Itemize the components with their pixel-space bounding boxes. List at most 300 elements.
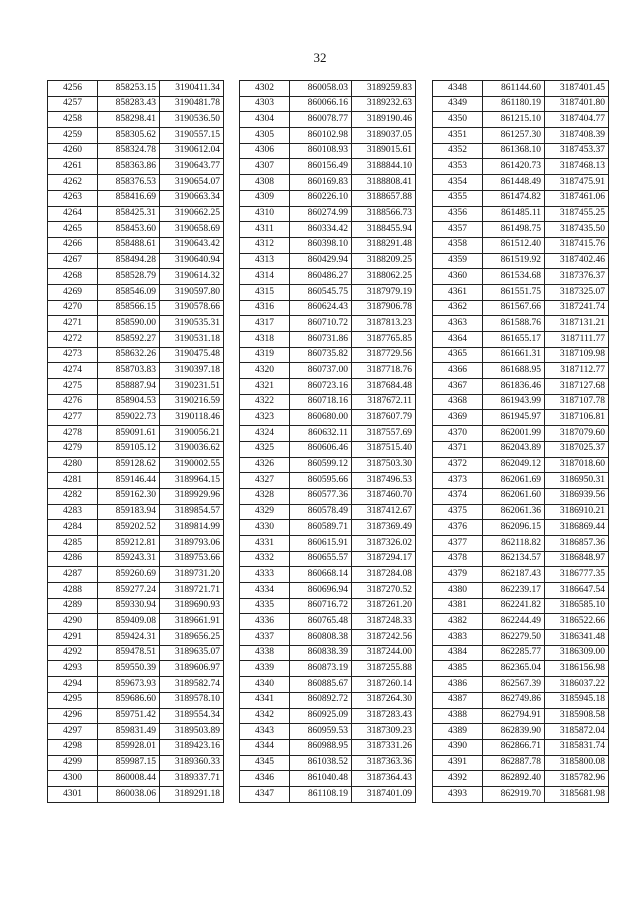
x-coordinate-cell: 860632.11 <box>290 426 352 442</box>
x-coordinate-cell: 859424.31 <box>98 630 160 646</box>
x-coordinate-cell: 860808.38 <box>290 630 352 646</box>
x-coordinate-cell: 860066.16 <box>290 96 352 112</box>
table-row <box>240 504 416 520</box>
y-coordinate-cell: 3187376.37 <box>545 269 609 285</box>
y-coordinate-cell: 3187331.26 <box>352 739 416 755</box>
point-number-cell: 4340 <box>240 677 290 693</box>
point-number-cell: 4294 <box>48 677 98 693</box>
table-row <box>48 128 224 144</box>
x-coordinate-cell: 862241.82 <box>483 598 545 614</box>
x-coordinate-cell: 862866.71 <box>483 739 545 755</box>
point-number-cell: 4296 <box>48 708 98 724</box>
point-number-cell: 4383 <box>433 630 483 646</box>
point-number-cell: 4358 <box>433 237 483 253</box>
point-number-cell: 4307 <box>240 159 290 175</box>
point-number-cell: 4378 <box>433 551 483 567</box>
table-row <box>240 332 416 348</box>
point-number-cell: 4282 <box>48 488 98 504</box>
x-coordinate-cell: 862001.99 <box>483 426 545 442</box>
x-coordinate-cell: 862061.36 <box>483 504 545 520</box>
x-coordinate-cell: 862285.77 <box>483 645 545 661</box>
table-row <box>240 81 416 97</box>
table-row <box>48 347 224 363</box>
table-row <box>48 426 224 442</box>
table-row <box>240 535 416 551</box>
table-row <box>433 520 609 536</box>
y-coordinate-cell: 3188657.88 <box>352 190 416 206</box>
point-number-cell: 4266 <box>48 237 98 253</box>
y-coordinate-cell: 3190614.32 <box>160 269 224 285</box>
y-coordinate-cell: 3187261.20 <box>352 598 416 614</box>
x-coordinate-cell: 860589.71 <box>290 520 352 536</box>
point-number-cell: 4355 <box>433 190 483 206</box>
x-coordinate-cell: 861144.60 <box>483 81 545 97</box>
x-coordinate-cell: 858494.28 <box>98 253 160 269</box>
table-row <box>433 128 609 144</box>
point-number-cell: 4308 <box>240 175 290 191</box>
x-coordinate-cell: 860038.06 <box>98 786 160 802</box>
x-coordinate-cell: 860545.75 <box>290 284 352 300</box>
table-row <box>433 284 609 300</box>
point-number-cell: 4265 <box>48 222 98 238</box>
x-coordinate-cell: 858305.62 <box>98 128 160 144</box>
table-row <box>240 347 416 363</box>
table-row <box>48 222 224 238</box>
table-row <box>240 410 416 426</box>
point-number-cell: 4330 <box>240 520 290 536</box>
x-coordinate-cell: 860735.82 <box>290 347 352 363</box>
x-coordinate-cell: 861368.10 <box>483 143 545 159</box>
x-coordinate-cell: 858416.69 <box>98 190 160 206</box>
x-coordinate-cell: 859686.60 <box>98 692 160 708</box>
table-row <box>240 488 416 504</box>
table-row <box>240 645 416 661</box>
x-coordinate-cell: 860008.44 <box>98 771 160 787</box>
table-row <box>433 426 609 442</box>
table-row <box>48 269 224 285</box>
point-number-cell: 4364 <box>433 332 483 348</box>
x-coordinate-cell: 862187.43 <box>483 567 545 583</box>
table-row <box>48 159 224 175</box>
y-coordinate-cell: 3187264.30 <box>352 692 416 708</box>
table-row <box>433 457 609 473</box>
table-row <box>48 535 224 551</box>
table-row <box>240 300 416 316</box>
x-coordinate-cell: 859550.39 <box>98 661 160 677</box>
table-row <box>433 410 609 426</box>
x-coordinate-cell: 860578.49 <box>290 504 352 520</box>
point-number-cell: 4332 <box>240 551 290 567</box>
y-coordinate-cell: 3187684.48 <box>352 379 416 395</box>
x-coordinate-cell: 861588.76 <box>483 316 545 332</box>
point-number-cell: 4277 <box>48 410 98 426</box>
y-coordinate-cell: 3187369.49 <box>352 520 416 536</box>
y-coordinate-cell: 3189015.61 <box>352 143 416 159</box>
table-row <box>433 504 609 520</box>
point-number-cell: 4391 <box>433 755 483 771</box>
table-row <box>240 677 416 693</box>
table-row <box>240 457 416 473</box>
y-coordinate-cell: 3189291.18 <box>160 786 224 802</box>
y-coordinate-cell: 3187475.91 <box>545 175 609 191</box>
point-number-cell: 4320 <box>240 363 290 379</box>
table-row <box>433 363 609 379</box>
y-coordinate-cell: 3189731.20 <box>160 567 224 583</box>
x-coordinate-cell: 858592.27 <box>98 332 160 348</box>
table-row <box>433 175 609 191</box>
table-row <box>433 598 609 614</box>
table-row <box>48 645 224 661</box>
y-coordinate-cell: 3189503.89 <box>160 724 224 740</box>
table-row <box>240 441 416 457</box>
point-number-cell: 4304 <box>240 112 290 128</box>
x-coordinate-cell: 860737.00 <box>290 363 352 379</box>
table-row <box>433 237 609 253</box>
point-number-cell: 4331 <box>240 535 290 551</box>
point-number-cell: 4329 <box>240 504 290 520</box>
table-row <box>433 708 609 724</box>
y-coordinate-cell: 3190036.62 <box>160 441 224 457</box>
y-coordinate-cell: 3186869.44 <box>545 520 609 536</box>
point-number-cell: 4305 <box>240 128 290 144</box>
table-row <box>433 394 609 410</box>
x-coordinate-cell: 861836.46 <box>483 379 545 395</box>
x-coordinate-cell: 862244.49 <box>483 614 545 630</box>
point-number-cell: 4274 <box>48 363 98 379</box>
y-coordinate-cell: 3187718.76 <box>352 363 416 379</box>
table-row <box>48 206 224 222</box>
table-row <box>48 394 224 410</box>
y-coordinate-cell: 3187244.00 <box>352 645 416 661</box>
y-coordinate-cell: 3190663.34 <box>160 190 224 206</box>
y-coordinate-cell: 3190597.80 <box>160 284 224 300</box>
point-number-cell: 4285 <box>48 535 98 551</box>
y-coordinate-cell: 3187284.08 <box>352 567 416 583</box>
point-number-cell: 4333 <box>240 567 290 583</box>
table-row <box>240 190 416 206</box>
point-number-cell: 4366 <box>433 363 483 379</box>
x-coordinate-cell: 860486.27 <box>290 269 352 285</box>
x-coordinate-cell: 860606.46 <box>290 441 352 457</box>
point-number-cell: 4347 <box>240 786 290 802</box>
x-coordinate-cell: 861567.66 <box>483 300 545 316</box>
x-coordinate-cell: 859212.81 <box>98 535 160 551</box>
x-coordinate-cell: 860577.36 <box>290 488 352 504</box>
x-coordinate-cell: 860226.10 <box>290 190 352 206</box>
table-row <box>48 771 224 787</box>
point-number-cell: 4373 <box>433 473 483 489</box>
x-coordinate-cell: 860731.86 <box>290 332 352 348</box>
x-coordinate-cell: 862061.69 <box>483 473 545 489</box>
y-coordinate-cell: 3189232.63 <box>352 96 416 112</box>
y-coordinate-cell: 3187294.17 <box>352 551 416 567</box>
point-number-cell: 4356 <box>433 206 483 222</box>
y-coordinate-cell: 3187018.60 <box>545 457 609 473</box>
point-number-cell: 4316 <box>240 300 290 316</box>
point-number-cell: 4264 <box>48 206 98 222</box>
table-row <box>433 724 609 740</box>
table-row <box>48 379 224 395</box>
y-coordinate-cell: 3187111.77 <box>545 332 609 348</box>
x-coordinate-cell: 858590.00 <box>98 316 160 332</box>
y-coordinate-cell: 3187408.39 <box>545 128 609 144</box>
x-coordinate-cell: 861655.17 <box>483 332 545 348</box>
point-number-cell: 4374 <box>433 488 483 504</box>
point-number-cell: 4298 <box>48 739 98 755</box>
point-number-cell: 4293 <box>48 661 98 677</box>
point-number-cell: 4379 <box>433 567 483 583</box>
point-number-cell: 4314 <box>240 269 290 285</box>
x-coordinate-cell: 859831.49 <box>98 724 160 740</box>
y-coordinate-cell: 3187979.19 <box>352 284 416 300</box>
point-number-cell: 4283 <box>48 504 98 520</box>
table-row <box>433 739 609 755</box>
x-coordinate-cell: 858425.31 <box>98 206 160 222</box>
y-coordinate-cell: 3187672.11 <box>352 394 416 410</box>
y-coordinate-cell: 3187283.43 <box>352 708 416 724</box>
x-coordinate-cell: 860398.10 <box>290 237 352 253</box>
y-coordinate-cell: 3190536.50 <box>160 112 224 128</box>
y-coordinate-cell: 3187255.88 <box>352 661 416 677</box>
x-coordinate-cell: 858528.79 <box>98 269 160 285</box>
point-number-cell: 4310 <box>240 206 290 222</box>
x-coordinate-cell: 862892.40 <box>483 771 545 787</box>
point-number-cell: 4289 <box>48 598 98 614</box>
x-coordinate-cell: 859987.15 <box>98 755 160 771</box>
y-coordinate-cell: 3189793.06 <box>160 535 224 551</box>
x-coordinate-cell: 859751.42 <box>98 708 160 724</box>
table-row <box>240 739 416 755</box>
y-coordinate-cell: 3186522.66 <box>545 614 609 630</box>
x-coordinate-cell: 861485.11 <box>483 206 545 222</box>
table-row <box>240 253 416 269</box>
point-number-cell: 4346 <box>240 771 290 787</box>
point-number-cell: 4352 <box>433 143 483 159</box>
y-coordinate-cell: 3187270.52 <box>352 583 416 599</box>
point-number-cell: 4384 <box>433 645 483 661</box>
y-coordinate-cell: 3187468.13 <box>545 159 609 175</box>
point-number-cell: 4359 <box>433 253 483 269</box>
y-coordinate-cell: 3188291.48 <box>352 237 416 253</box>
point-number-cell: 4281 <box>48 473 98 489</box>
y-coordinate-cell: 3187460.70 <box>352 488 416 504</box>
x-coordinate-cell: 860102.98 <box>290 128 352 144</box>
table-row <box>48 488 224 504</box>
table-row <box>240 786 416 802</box>
table-row <box>433 614 609 630</box>
point-number-cell: 4351 <box>433 128 483 144</box>
point-number-cell: 4311 <box>240 222 290 238</box>
table-row <box>433 645 609 661</box>
y-coordinate-cell: 3189582.74 <box>160 677 224 693</box>
x-coordinate-cell: 859260.69 <box>98 567 160 583</box>
table-row <box>433 159 609 175</box>
table-row <box>240 708 416 724</box>
y-coordinate-cell: 3186950.31 <box>545 473 609 489</box>
table-row <box>48 755 224 771</box>
table-row <box>240 222 416 238</box>
y-coordinate-cell: 3190475.48 <box>160 347 224 363</box>
table-row <box>48 237 224 253</box>
x-coordinate-cell: 860765.48 <box>290 614 352 630</box>
x-coordinate-cell: 862919.70 <box>483 786 545 802</box>
table-row <box>240 379 416 395</box>
y-coordinate-cell: 3187453.37 <box>545 143 609 159</box>
point-number-cell: 4377 <box>433 535 483 551</box>
point-number-cell: 4342 <box>240 708 290 724</box>
y-coordinate-cell: 3190531.18 <box>160 332 224 348</box>
table-row <box>433 677 609 693</box>
point-number-cell: 4309 <box>240 190 290 206</box>
table-row <box>240 363 416 379</box>
x-coordinate-cell: 860873.19 <box>290 661 352 677</box>
x-coordinate-cell: 862365.04 <box>483 661 545 677</box>
x-coordinate-cell: 860668.14 <box>290 567 352 583</box>
point-number-cell: 4389 <box>433 724 483 740</box>
point-number-cell: 4315 <box>240 284 290 300</box>
x-coordinate-cell: 859022.73 <box>98 410 160 426</box>
table-row <box>48 567 224 583</box>
point-number-cell: 4390 <box>433 739 483 755</box>
y-coordinate-cell: 3187112.77 <box>545 363 609 379</box>
table-row <box>433 630 609 646</box>
x-coordinate-cell: 861943.99 <box>483 394 545 410</box>
point-number-cell: 4380 <box>433 583 483 599</box>
point-number-cell: 4278 <box>48 426 98 442</box>
table-row <box>433 661 609 677</box>
table-row <box>240 143 416 159</box>
table-row <box>240 175 416 191</box>
point-number-cell: 4297 <box>48 724 98 740</box>
x-coordinate-cell: 862134.57 <box>483 551 545 567</box>
y-coordinate-cell: 3187607.79 <box>352 410 416 426</box>
table-row <box>433 786 609 802</box>
point-number-cell: 4280 <box>48 457 98 473</box>
table-row <box>433 771 609 787</box>
point-number-cell: 4372 <box>433 457 483 473</box>
point-number-cell: 4306 <box>240 143 290 159</box>
y-coordinate-cell: 3189606.97 <box>160 661 224 677</box>
point-number-cell: 4271 <box>48 316 98 332</box>
y-coordinate-cell: 3186037.22 <box>545 677 609 693</box>
table-row <box>240 159 416 175</box>
x-coordinate-cell: 861512.40 <box>483 237 545 253</box>
table-row <box>433 316 609 332</box>
point-number-cell: 4334 <box>240 583 290 599</box>
x-coordinate-cell: 858904.53 <box>98 394 160 410</box>
x-coordinate-cell: 862887.78 <box>483 755 545 771</box>
x-coordinate-cell: 859330.94 <box>98 598 160 614</box>
x-coordinate-cell: 858283.43 <box>98 96 160 112</box>
point-number-cell: 4321 <box>240 379 290 395</box>
table-row <box>48 316 224 332</box>
point-number-cell: 4284 <box>48 520 98 536</box>
table-row <box>48 630 224 646</box>
y-coordinate-cell: 3187729.56 <box>352 347 416 363</box>
coordinate-table-2 <box>239 80 416 803</box>
x-coordinate-cell: 860274.99 <box>290 206 352 222</box>
table-row <box>433 96 609 112</box>
y-coordinate-cell: 3189337.71 <box>160 771 224 787</box>
y-coordinate-cell: 3189661.91 <box>160 614 224 630</box>
point-number-cell: 4258 <box>48 112 98 128</box>
y-coordinate-cell: 3187309.23 <box>352 724 416 740</box>
point-number-cell: 4353 <box>433 159 483 175</box>
x-coordinate-cell: 861661.31 <box>483 347 545 363</box>
point-number-cell: 4326 <box>240 457 290 473</box>
point-number-cell: 4287 <box>48 567 98 583</box>
x-coordinate-cell: 858632.26 <box>98 347 160 363</box>
point-number-cell: 4370 <box>433 426 483 442</box>
point-number-cell: 4262 <box>48 175 98 191</box>
table-row <box>48 457 224 473</box>
y-coordinate-cell: 3189721.71 <box>160 583 224 599</box>
y-coordinate-cell: 3187248.33 <box>352 614 416 630</box>
x-coordinate-cell: 859162.30 <box>98 488 160 504</box>
point-number-cell: 4325 <box>240 441 290 457</box>
y-coordinate-cell: 3187363.36 <box>352 755 416 771</box>
point-number-cell: 4338 <box>240 645 290 661</box>
y-coordinate-cell: 3187557.69 <box>352 426 416 442</box>
table-row <box>48 410 224 426</box>
table-row <box>240 614 416 630</box>
point-number-cell: 4354 <box>433 175 483 191</box>
table-row <box>48 441 224 457</box>
table-row <box>433 190 609 206</box>
point-number-cell: 4385 <box>433 661 483 677</box>
y-coordinate-cell: 3185782.96 <box>545 771 609 787</box>
table-row <box>48 598 224 614</box>
table-row <box>240 473 416 489</box>
point-number-cell: 4300 <box>48 771 98 787</box>
table-row <box>433 253 609 269</box>
table-row <box>240 128 416 144</box>
point-number-cell: 4382 <box>433 614 483 630</box>
table-row <box>48 175 224 191</box>
table-row <box>48 81 224 97</box>
table-row <box>240 630 416 646</box>
table-row <box>240 520 416 536</box>
x-coordinate-cell: 861040.48 <box>290 771 352 787</box>
y-coordinate-cell: 3187906.78 <box>352 300 416 316</box>
table-row <box>433 206 609 222</box>
y-coordinate-cell: 3186777.35 <box>545 567 609 583</box>
x-coordinate-cell: 862279.50 <box>483 630 545 646</box>
point-number-cell: 4348 <box>433 81 483 97</box>
y-coordinate-cell: 3189964.15 <box>160 473 224 489</box>
x-coordinate-cell: 860334.42 <box>290 222 352 238</box>
x-coordinate-cell: 859091.61 <box>98 426 160 442</box>
point-number-cell: 4272 <box>48 332 98 348</box>
table-row <box>240 112 416 128</box>
y-coordinate-cell: 3190643.42 <box>160 237 224 253</box>
table-row <box>240 316 416 332</box>
x-coordinate-cell: 861945.97 <box>483 410 545 426</box>
y-coordinate-cell: 3190397.18 <box>160 363 224 379</box>
x-coordinate-cell: 860959.53 <box>290 724 352 740</box>
x-coordinate-cell: 862794.91 <box>483 708 545 724</box>
table-row <box>240 755 416 771</box>
y-coordinate-cell: 3187241.74 <box>545 300 609 316</box>
x-coordinate-cell: 858298.41 <box>98 112 160 128</box>
y-coordinate-cell: 3187765.85 <box>352 332 416 348</box>
x-coordinate-cell: 860156.49 <box>290 159 352 175</box>
point-number-cell: 4257 <box>48 96 98 112</box>
x-coordinate-cell: 861180.19 <box>483 96 545 112</box>
table-row <box>240 206 416 222</box>
y-coordinate-cell: 3187455.25 <box>545 206 609 222</box>
point-number-cell: 4361 <box>433 284 483 300</box>
